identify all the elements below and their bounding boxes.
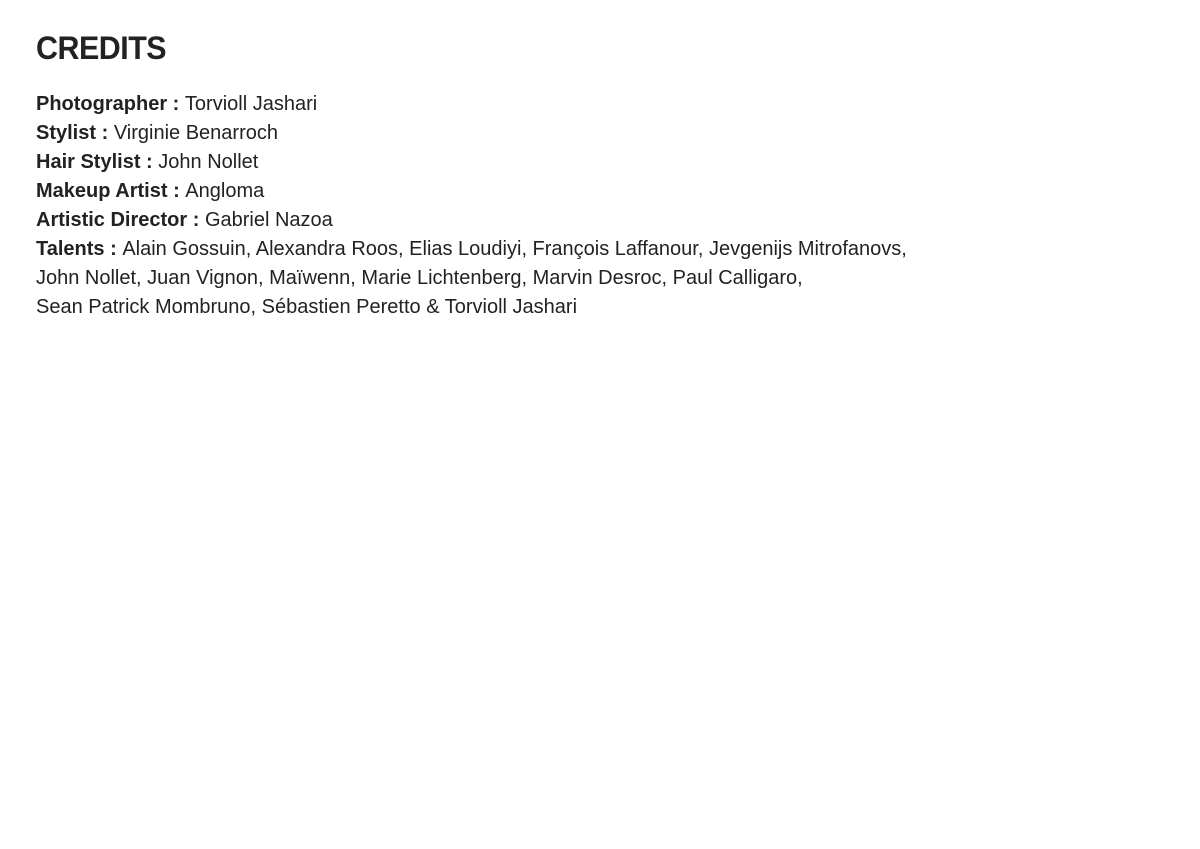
credit-label: Talents: [36, 238, 105, 260]
credit-value: John Nollet: [158, 151, 259, 173]
credit-separator: :: [140, 151, 159, 173]
credit-separator: :: [104, 238, 123, 260]
credit-row-talents-continued: [36, 264, 1158, 293]
credit-separator: :: [167, 93, 185, 115]
credit-value: Sean Patrick Mombruno, Sébastien Peretto & Torvioll Jashari: [36, 296, 578, 318]
credits-list: [36, 90, 1158, 322]
credit-label: Artistic Director: [36, 209, 188, 231]
credit-value: Angloma: [185, 180, 265, 202]
credit-value: Torvioll Jashari: [184, 93, 318, 115]
credit-row-stylist: [36, 119, 1158, 148]
credit-separator: :: [96, 122, 114, 144]
credit-label: Photographer: [36, 93, 168, 115]
page-title: CREDITS: [36, 30, 167, 66]
credit-label: Hair Stylist: [36, 151, 141, 173]
credit-row-photographer: [36, 90, 1158, 119]
credit-label: Makeup Artist: [36, 180, 168, 202]
credit-row-talents-continued: [36, 293, 1158, 322]
credit-row-hair-stylist: [36, 148, 1158, 177]
credit-separator: :: [167, 180, 186, 202]
credit-value: Alain Gossuin, Alexandra Roos, Elias Loudiyi, François Laffanour, Jevgenijs Mitrofanovs,: [122, 238, 907, 260]
credit-value: Virginie Benarroch: [113, 122, 278, 144]
credit-row-talents: [36, 235, 1158, 264]
credit-row-makeup-artist: [36, 177, 1158, 206]
credit-value: Gabriel Nazoa: [204, 209, 333, 231]
credit-value: John Nollet, Juan Vignon, Maïwenn, Marie Lichtenberg, Marvin Desroc, Paul Calligaro,: [36, 267, 803, 289]
page: [0, 0, 1200, 322]
credit-row-artistic-director: [36, 206, 1158, 235]
credit-label: Stylist: [36, 122, 97, 144]
credit-separator: :: [187, 209, 205, 231]
